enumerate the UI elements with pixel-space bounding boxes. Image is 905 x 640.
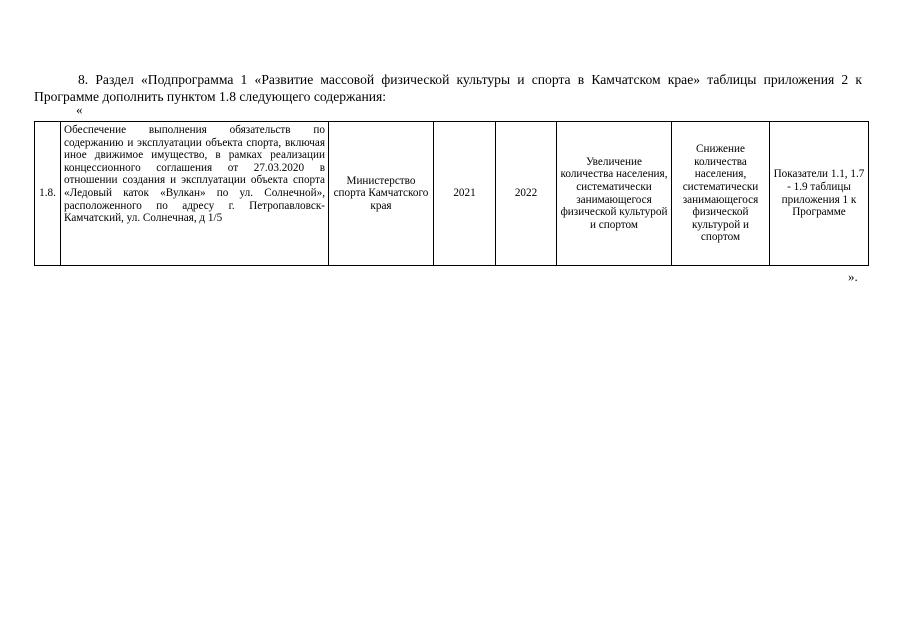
row-start-year: 2021 bbox=[453, 187, 476, 200]
table-row bbox=[35, 122, 869, 266]
row-number: 1.8. bbox=[39, 187, 56, 200]
description-cell bbox=[61, 122, 329, 266]
start-year-cell bbox=[434, 122, 496, 266]
amendment-text: 8. Раздел «Подпрограмма 1 «Развитие массовой физической культуры и спорта в Камчатском крае» таблицы приложения 2 к Программе дополнить пунктом 1.8 следующего содержания: bbox=[34, 72, 862, 104]
row-executor: Министерство спорта Камчатского края bbox=[333, 174, 429, 212]
amendment-paragraph bbox=[34, 71, 862, 105]
row-result-not-implemented: Снижение количества населения, систематически занимающегося физической культурой и спортом bbox=[682, 143, 759, 244]
row-end-year: 2022 bbox=[514, 187, 538, 200]
closing-quote: ». bbox=[848, 269, 858, 284]
executor-cell bbox=[329, 122, 434, 266]
row-result-implemented: Увеличение количества населения, систематически занимающегося физической культурой и спортом bbox=[560, 155, 668, 231]
end-year-cell bbox=[496, 122, 557, 266]
result-not-implemented-cell bbox=[672, 122, 770, 266]
result-implemented-cell bbox=[557, 122, 672, 266]
program-table bbox=[34, 121, 869, 266]
row-indicators: Показатели 1.1, 1.7 - 1.9 таблицы приложения 1 к Программе bbox=[773, 168, 865, 219]
row-number-cell bbox=[35, 122, 61, 266]
indicators-cell bbox=[770, 122, 869, 266]
row-description: Обеспечение выполнения обязательств по содержанию и эксплуатации объекта спорта, включая иное движимое имущество, в рамках реализации концессионного соглашения от 27.03.2020 в отношении создания и эксплуатации объекта спорта «Ледовый каток «Вулкан» по ул. Солнечной», расположенного по адресу г. Петропавловск-Камчатский, ул. Солнечная, д 1/5 bbox=[64, 124, 325, 225]
opening-quote: « bbox=[76, 102, 83, 117]
